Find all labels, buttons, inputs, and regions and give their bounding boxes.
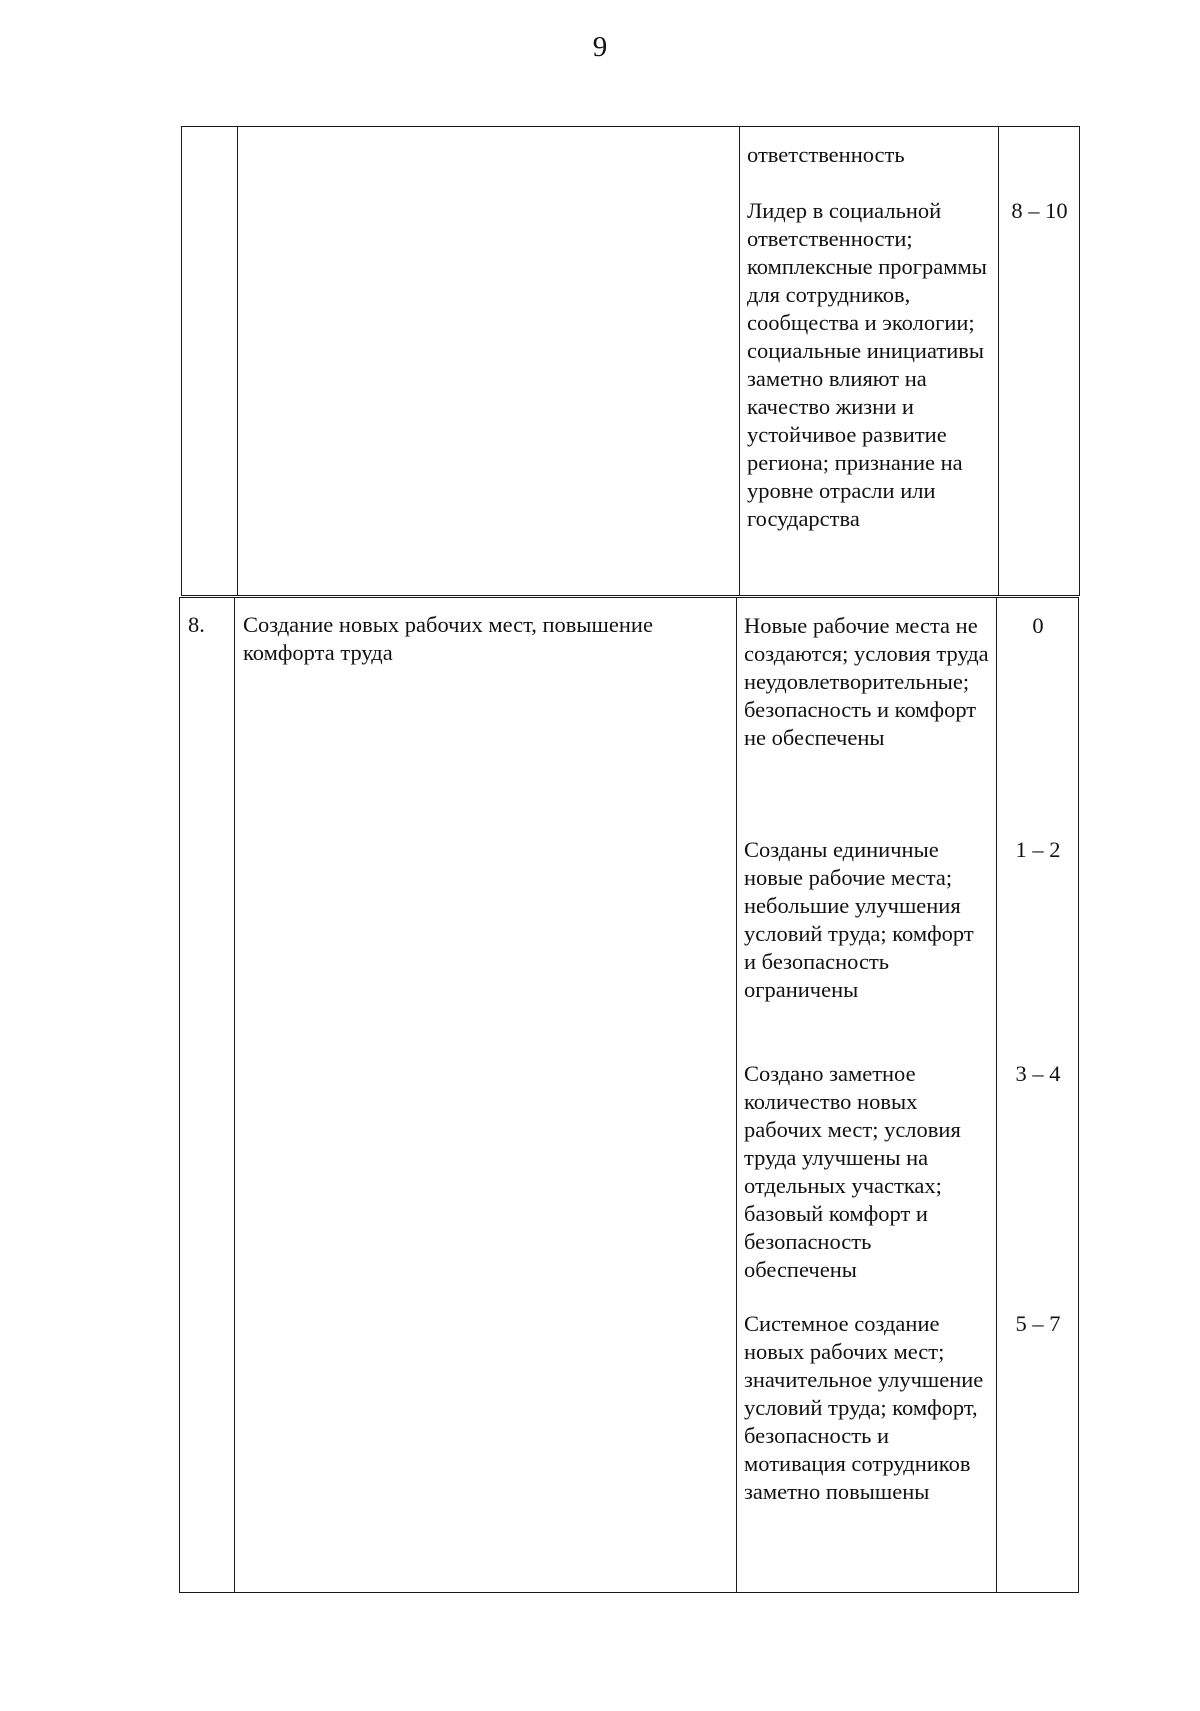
table-row bbox=[180, 598, 1079, 1593]
level-description: Создано заметное количество новых рабочих мест; условия труда улучшены на отдельных участках; базовый комфорт и безопасность обеспечены bbox=[744, 1061, 961, 1282]
level-description: ответственность bbox=[747, 142, 905, 167]
score-value: 3 – 4 bbox=[1015, 1061, 1061, 1086]
level-description: Лидер в социальной ответственности; комплексные программы для сотрудников, сообщества и экологии; социальные инициативы заметно влияют на качество жизни и устойчивое развитие региона; признание на уровне отрасли или государства bbox=[747, 198, 987, 531]
score-value: 8 – 10 bbox=[1011, 198, 1068, 223]
level-description: Системное создание новых рабочих мест; значительное улучшение условий труда; комфорт, безопасность и мотивация сотрудников заметно повышены bbox=[744, 1311, 984, 1504]
level-description-cell bbox=[740, 127, 999, 596]
score-value: 0 bbox=[1032, 613, 1044, 638]
level-description: Созданы единичные новые рабочие места; небольшие улучшения условий труда; комфорт и безопасность ограничены bbox=[744, 837, 974, 1002]
criterion-cell bbox=[238, 127, 740, 596]
criteria-table-continuation bbox=[181, 126, 1080, 596]
score-value: 5 – 7 bbox=[1015, 1311, 1061, 1336]
row-number-cell bbox=[182, 127, 238, 596]
table-row bbox=[182, 127, 1080, 596]
score-cell bbox=[997, 598, 1079, 1593]
score-value: 1 – 2 bbox=[1015, 837, 1061, 862]
score-cell bbox=[999, 127, 1080, 596]
level-description-cell bbox=[737, 598, 997, 1593]
criterion-cell: Создание новых рабочих мест, повышение комфорта труда bbox=[235, 598, 737, 1593]
row-number-cell: 8. bbox=[180, 598, 235, 1593]
page-number: 9 bbox=[592, 31, 608, 63]
level-description: Новые рабочие места не создаются; условия труда неудовлетворительные; безопасность и комфорт не обеспечены bbox=[744, 613, 989, 750]
criteria-table-row-8 bbox=[179, 597, 1079, 1593]
